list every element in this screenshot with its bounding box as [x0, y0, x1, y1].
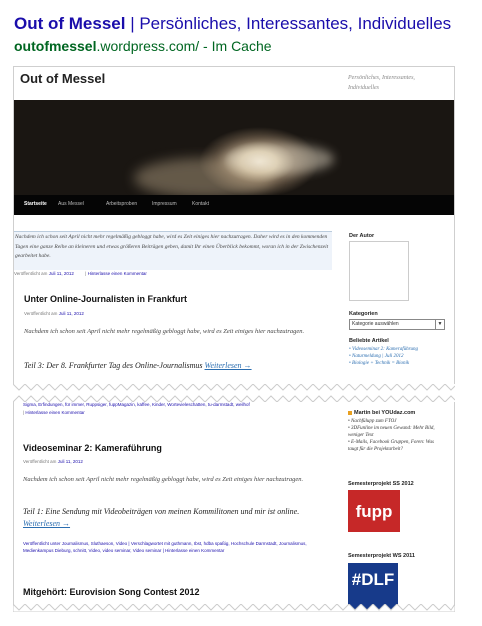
kategorie-select[interactable]: [349, 319, 445, 330]
beliebt-item[interactable]: • Naturmeldung | Juli 2012: [349, 354, 404, 359]
post2-meta: [23, 459, 83, 464]
post1-date-link[interactable]: Juli 11, 2012: [58, 311, 84, 316]
beliebt-item[interactable]: • Videoseminar 2: Kameraführung: [349, 347, 419, 352]
intro-date-link[interactable]: Juli 11, 2012: [48, 271, 74, 276]
sidebar-sem2-heading: Semesterprojekt WS 2011: [348, 553, 415, 559]
post1-meta: [24, 311, 84, 316]
intro-meta: Veröffentlicht am Juli 11, 2012 | Hinterlasse einen Kommentar: [14, 271, 147, 276]
result-url-domain: outofmessel: [14, 38, 97, 54]
sidebar-sem1-heading: Semesterprojekt SS 2012: [348, 481, 414, 487]
post2-tags-links[interactable]: Veröffentlicht unter Journalismus, Sluthaeson, Video | Verschlagwortet mit guthmann, Ibst, hdba spaßig, Hochschule Darmstadt, Journalismus, Medienkampus Dieburg, schnitt, Video, video seminar, Video seminar |: [23, 541, 307, 553]
intro-meta-label: Veröffentlicht am: [14, 271, 48, 276]
cache-link[interactable]: Im Cache: [211, 38, 272, 54]
post2-teil: [23, 506, 323, 530]
site-nav: [14, 195, 454, 215]
nav-item-impressum[interactable]: Impressum: [152, 201, 177, 207]
chevron-down-icon: ▼: [435, 320, 444, 329]
fupp-logo[interactable]: fupp: [348, 490, 400, 532]
result-title-tagline[interactable]: | Persönliches, Interessantes, Individuelles: [125, 14, 452, 33]
sidebar-beliebt-heading: Beliebte Artikel: [349, 338, 389, 344]
result-url-path: .wordpress.com/: [96, 38, 200, 54]
sidebar-kategorien-heading: Kategorien: [349, 311, 378, 317]
post1-teil-text: Teil 3: Der 8. Frankfurter Tag des Online-Journalismus: [24, 361, 203, 370]
twitter-item[interactable]: • 3DFunline im neuen Gewand: Mehr Bild, weniger Text: [348, 426, 435, 438]
result-url-separator: -: [199, 38, 212, 54]
nav-item-kontakt[interactable]: Kontakt: [192, 201, 209, 207]
post3-title[interactable]: Mitgehört: Eurovision Song Contest 2012: [23, 587, 200, 597]
intro-text: Nachdem ich schon seit April nicht mehr regelmäßig gebloggt habe, wird es Zeit einiges hier nachzutragen. Daher wird es in den kommenden Tagen eine ganze Reihe an kleineren und etwas größeren Beiträgen geben, damit Ihr einen Überblick bekommt, woran ich in der Zwischenzeit gearbeitet habe.: [15, 234, 329, 259]
nav-item-aus-messel[interactable]: Aus Messel: [58, 201, 84, 207]
nav-item-arbeitsproben[interactable]: Arbeitsproben: [106, 201, 138, 207]
sidebar-twitter-heading: Martin bei YOUdaz.com: [348, 410, 415, 416]
sidebar-autor-heading: Der Autor: [349, 233, 375, 239]
post2-text: Nachdem ich schon seit April nicht mehr regelmäßig gebloggt habe, wird es Zeit einiges hier nachzutragen.: [23, 476, 304, 483]
twitter-list: [348, 418, 444, 453]
tags-comment-link[interactable]: Hinterlasse einen Kommentar: [25, 410, 85, 415]
tags-line-links[interactable]: Sigma, Erfindungen, für immer, Ruppsiger, fuppMagazin, kaffee, Kinder, Wortevieleschatten, tu-darmstadt, weilhof: [23, 402, 250, 407]
site-description: Persönliches, Interessantes, Individuelles: [348, 75, 415, 91]
tags-line: [23, 402, 341, 407]
beliebt-item[interactable]: • Biologie + Technik = Bionik: [349, 361, 410, 366]
beliebt-list: [349, 346, 418, 367]
twitter-item[interactable]: • E-Mails, Facebook Gruppen, Foren: Was taugt für die Projektarbeit?: [348, 440, 434, 452]
zigzag-edge: [13, 384, 455, 392]
search-result-url: [14, 38, 272, 54]
post1-title[interactable]: Unter Online-Journalisten in Frankfurt: [24, 294, 188, 304]
post2-title[interactable]: Videoseminar 2: Kameraführung: [23, 443, 162, 453]
post2-meta-label: Veröffentlicht am: [23, 459, 57, 464]
post1-teil: [24, 361, 334, 370]
post1-meta-label: Veröffentlicht am: [24, 311, 58, 316]
search-result-title[interactable]: [14, 14, 451, 34]
twitter-item[interactable]: • Nachfülupp zum FTOJ: [348, 419, 397, 424]
post2-tags: [23, 540, 323, 554]
intro-box: [14, 231, 332, 270]
kategorie-select-value: Kategorie auswählen: [352, 321, 399, 327]
post2-teil-text: Teil 1: Eine Sendung mit Videobeiträgen von meinen Kommilitonen und mir ist online.: [23, 507, 300, 516]
nav-item-startseite[interactable]: Startseite: [24, 201, 47, 207]
post1-read-more-link[interactable]: Weiterlesen →: [204, 361, 252, 370]
post2-date-link[interactable]: Juli 11, 2012: [57, 459, 83, 464]
intro-comment-link[interactable]: Hinterlasse einen Kommentar: [87, 271, 147, 276]
author-avatar: [349, 241, 409, 301]
zigzag-edge-bottom: [13, 604, 455, 612]
feed-icon: [348, 411, 352, 415]
site-title: Out of Messel: [20, 71, 106, 86]
dlf-logo[interactable]: #DLF: [348, 563, 398, 610]
post2-comment-link[interactable]: Hinterlasse einen Kommentar: [165, 548, 225, 553]
result-title-site[interactable]: Out of Messel: [14, 14, 126, 33]
tags-comment: | Hinterlasse einen Kommentar: [23, 410, 85, 415]
post2-read-more-link[interactable]: Weiterlesen →: [23, 519, 71, 528]
header-image-clouds-moon: [14, 100, 454, 195]
post1-text: Nachdem ich schon seit April nicht mehr regelmäßig gebloggt habe, wird es Zeit einiges hier nachzutragen.: [24, 328, 305, 335]
page-preview-lower: [13, 400, 453, 610]
